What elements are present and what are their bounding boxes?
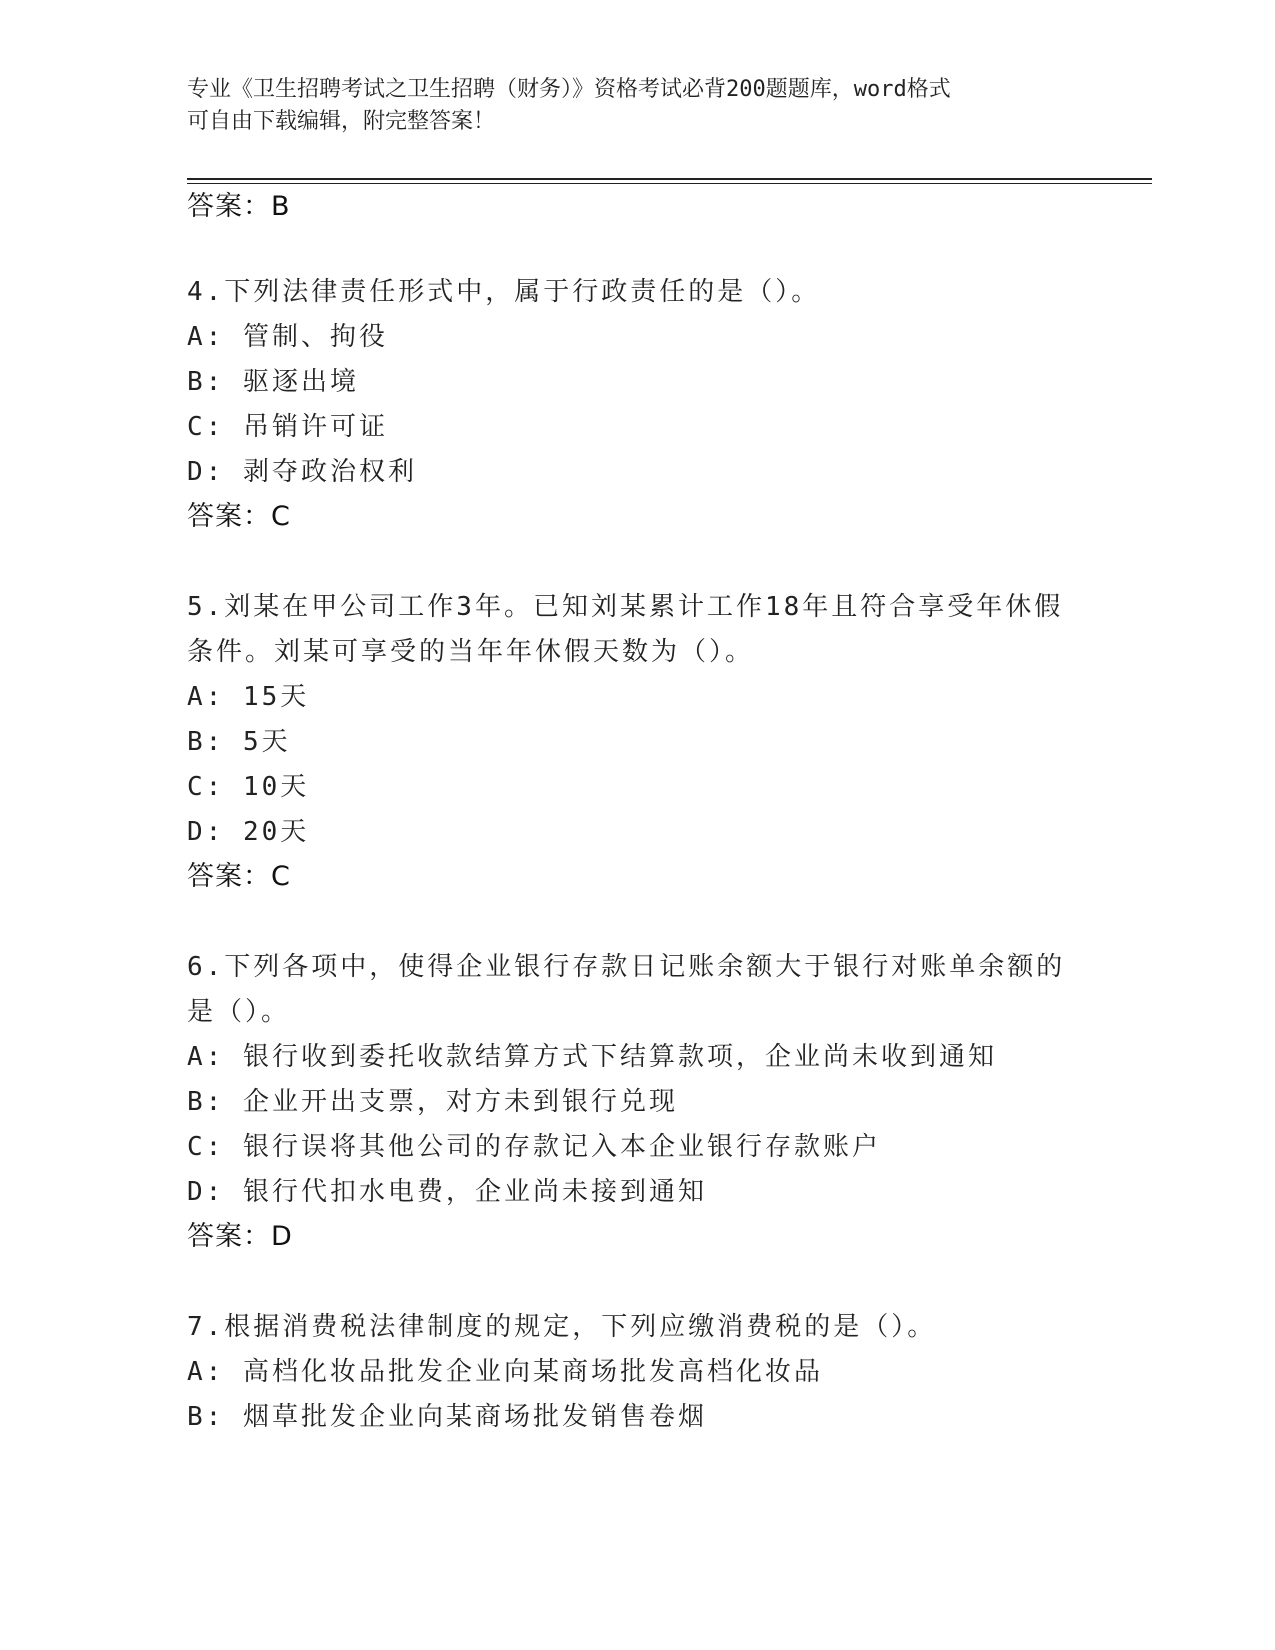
question-6-stem-line-1: 6.下列各项中，使得企业银行存款日记账余额大于银行对账单余额的	[187, 952, 1066, 982]
question-4-option-d: D: 剥夺政治权利	[187, 457, 417, 487]
question-5-option-a: A: 15天	[187, 682, 310, 712]
question-4-option-c: C: 吊销许可证	[187, 412, 388, 442]
question-7-option-b: B: 烟草批发企业向某商场批发销售卷烟	[187, 1402, 707, 1432]
question-7-stem: 7.根据消费税法律制度的规定，下列应缴消费税的是（）。	[187, 1312, 937, 1342]
header-line-2: 可自由下载编辑，附完整答案！	[187, 109, 496, 134]
header-rule-thick	[187, 178, 1152, 180]
question-6-option-c: C: 银行误将其他公司的存款记入本企业银行存款账户	[187, 1132, 881, 1162]
question-4-option-b: B: 驱逐出境	[187, 367, 359, 397]
header-rule-thin	[187, 183, 1152, 184]
question-6-option-d: D: 银行代扣水电费，企业尚未接到通知	[187, 1177, 707, 1207]
question-6-option-b: B: 企业开出支票，对方未到银行兑现	[187, 1087, 678, 1117]
question-4-option-a: A: 管制、拘役	[187, 322, 388, 352]
page-header	[187, 74, 1067, 138]
question-6-answer: 答案：D	[187, 1221, 293, 1252]
question-7-option-a: A: 高档化妆品批发企业向某商场批发高档化妆品	[187, 1357, 823, 1387]
question-4-stem: 4.下列法律责任形式中，属于行政责任的是（）。	[187, 277, 821, 307]
header-line-1: 专业《卫生招聘考试之卫生招聘（财务）》资格考试必背200题题库，word格式	[187, 77, 951, 102]
question-6-stem-line-2: 是（）。	[187, 997, 291, 1027]
answer-previous: 答案：B	[187, 191, 291, 222]
question-5-stem-line-1: 5.刘某在甲公司工作3年。已知刘某累计工作18年且符合享受年休假	[187, 592, 1064, 622]
question-5-option-b: B: 5天	[187, 727, 291, 757]
question-5-option-d: D: 20天	[187, 817, 310, 847]
question-6-option-a: A: 银行收到委托收款结算方式下结算款项，企业尚未收到通知	[187, 1042, 997, 1072]
question-5-stem-line-2: 条件。刘某可享受的当年年休假天数为（）。	[187, 637, 755, 667]
question-4-answer: 答案：C	[187, 501, 291, 532]
question-5-answer: 答案：C	[187, 861, 291, 892]
question-5-option-c: C: 10天	[187, 772, 310, 802]
